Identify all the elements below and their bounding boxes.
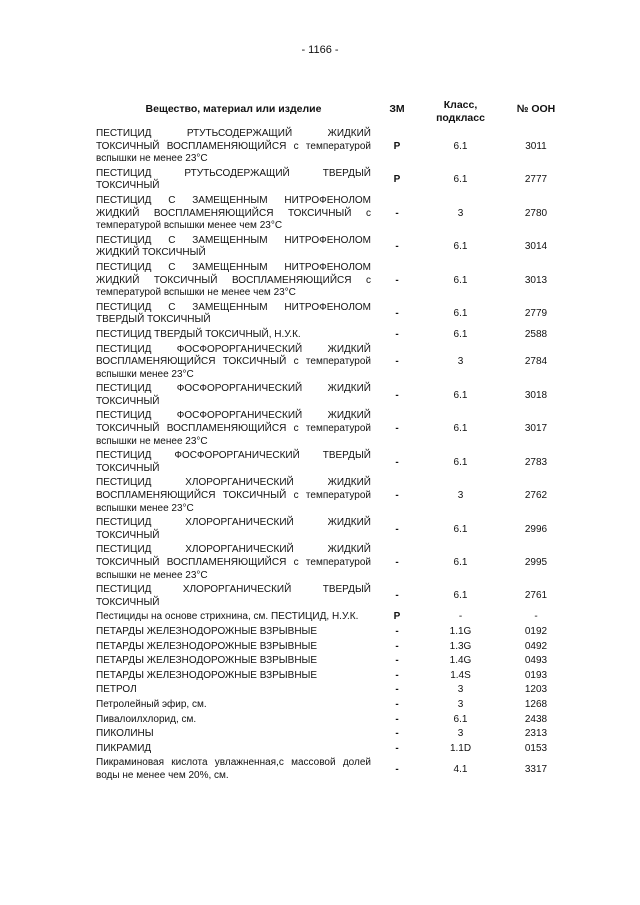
table-row [96, 262, 574, 302]
zm-cell: - [395, 557, 399, 568]
un-number-cell: 2761 [524, 590, 548, 602]
substance-cell: ПИКОЛИНЫ [96, 728, 154, 740]
zm-cell: - [395, 742, 399, 754]
substance-cell: ПЕСТИЦИД С ЗАМЕЩЕННЫМ НИТРОФЕНОЛОМ ЖИДКИЙ ВОСПЛАМЕНЯЮЩИЙСЯ ТОКСИЧНЫЙ с температурой вспышки менее чем 23°С [96, 194, 371, 232]
table-row [96, 584, 574, 611]
class-cell: 3 [457, 490, 464, 502]
substance-cell: ПЕТАРДЫ ЖЕЛЕЗНОДОРОЖНЫЕ ВЗРЫВНЫЕ [96, 655, 318, 667]
class-cell: 3 [457, 207, 464, 219]
table-row [96, 517, 574, 544]
substance-cell: ПЕСТИЦИД ФОСФОРОРГАНИЧЕСКИЙ ЖИДКИЙ ТОКСИЧНЫЙ [96, 383, 371, 407]
class-cell: 6.1 [453, 241, 468, 253]
zm-cell: - [395, 241, 399, 253]
zm-cell: - [395, 389, 399, 401]
substance-cell: ПЕТРОЛ [96, 684, 137, 696]
zm-cell: - [395, 308, 399, 320]
substance-cell: ПЕСТИЦИД ХЛОРОРГАНИЧЕСКИЙ ЖИДКИЙ ТОКСИЧНЫЙ ВОСПЛАМЕНЯЮЩИЙСЯ с температурой вспышки не менее 23°С [96, 544, 371, 581]
table-row [96, 235, 574, 262]
zm-cell: P [393, 140, 401, 152]
table-row [96, 410, 574, 450]
table-row [96, 477, 574, 517]
un-number-cell: 3013 [524, 274, 548, 286]
table-row [96, 195, 574, 235]
class-cell: 1.1D [449, 742, 472, 754]
zm-cell: - [395, 423, 399, 435]
substance-cell: Петролейный эфир, см. [96, 698, 207, 710]
table-row [96, 655, 574, 670]
class-cell: 3 [457, 356, 464, 368]
class-cell: 6.1 [453, 389, 468, 401]
un-number-cell: 2779 [524, 308, 548, 320]
class-cell: 3 [457, 728, 464, 740]
class-cell: 3 [457, 698, 464, 710]
substance-cell: ПЕТАРДЫ ЖЕЛЕЗНОДОРОЖНЫЕ ВЗРЫВНЫЕ [96, 625, 318, 637]
table-row [96, 626, 574, 641]
un-number-cell: 2784 [524, 356, 548, 368]
un-number-cell: 3018 [524, 389, 548, 401]
table-row [96, 757, 574, 784]
table-row [96, 611, 574, 626]
page-number: - 1166 - [301, 44, 339, 56]
substance-cell: Пивалоилхлорид, см. [96, 713, 197, 725]
table-row [96, 728, 574, 743]
zm-cell: - [395, 356, 399, 368]
substance-cell: ПЕСТИЦИД С ЗАМЕЩЕННЫМ НИТРОФЕНОЛОМ ЖИДКИЙ ТОКСИЧНЫЙ ВОСПЛАМЕНЯЮЩИЙСЯ с температурой вспышки не менее чем 23°С [96, 261, 371, 299]
class-cell: 6.1 [453, 456, 468, 468]
substance-cell: ПЕСТИЦИД С ЗАМЕЩЕННЫМ НИТРОФЕНОЛОМ ТВЕРДЫЙ ТОКСИЧНЫЙ [96, 301, 371, 326]
zm-cell: - [395, 640, 399, 652]
zm-cell: - [395, 625, 399, 637]
un-number-cell: 0193 [524, 669, 548, 681]
un-number-cell: 2762 [524, 490, 548, 502]
zm-cell: - [395, 728, 399, 740]
un-number-cell: 2996 [524, 523, 548, 535]
class-cell: 6.1 [453, 590, 468, 602]
table-row [96, 714, 574, 729]
class-cell: 6.1 [453, 140, 468, 152]
substance-cell: ПЕСТИЦИД ХЛОРОРГАНИЧЕСКИЙ ТВЕРДЫЙ ТОКСИЧНЫЙ [96, 584, 371, 608]
zm-cell: - [395, 207, 399, 219]
substance-cell: ПЕСТИЦИД С ЗАМЕЩЕННЫМ НИТРОФЕНОЛОМ ЖИДКИЙ ТОКСИЧНЫЙ [96, 234, 371, 259]
substance-cell: Пестициды на основе стрихнина, см. ПЕСТИЦИД, Н.У.К. [96, 611, 359, 623]
table-row [96, 743, 574, 758]
table-row [96, 544, 574, 584]
un-number-cell: 2588 [524, 328, 548, 340]
table-row [96, 344, 574, 384]
zm-cell: P [393, 611, 401, 623]
substance-cell: ПЕСТИЦИД ХЛОРОРГАНИЧЕСКИЙ ЖИДКИЙ ВОСПЛАМЕНЯЮЩИЙСЯ ТОКСИЧНЫЙ с температурой вспышки менее 23°С [96, 477, 371, 514]
substance-cell: ПЕСТИЦИД ФОСФОРОРГАНИЧЕСКИЙ ЖИДКИЙ ВОСПЛАМЕНЯЮЩИЙСЯ ТОКСИЧНЫЙ с температурой вспышки менее 23°С [96, 343, 371, 380]
un-number-cell: 2313 [524, 728, 548, 740]
un-number-cell: 2777 [524, 174, 548, 186]
zm-cell: - [395, 763, 399, 775]
un-number-cell: 1203 [524, 684, 548, 696]
un-number-cell: 3011 [525, 140, 547, 152]
table-row [96, 641, 574, 656]
class-cell: 1.4G [449, 655, 472, 667]
table-row [96, 168, 574, 195]
header-class: Класс, подкласс [436, 99, 485, 124]
table-row [96, 383, 574, 410]
class-cell: 3 [457, 684, 464, 696]
un-number-cell: 2783 [524, 456, 548, 468]
un-number-cell: 0192 [524, 625, 548, 637]
un-number-cell: 0153 [524, 742, 548, 754]
table-row [96, 128, 574, 168]
substance-cell: ПЕСТИЦИД ТВЕРДЫЙ ТОКСИЧНЫЙ, Н.У.К. [96, 328, 301, 340]
un-number-cell: - [534, 611, 538, 623]
table-body [96, 128, 574, 785]
un-number-cell: 3014 [524, 241, 548, 253]
zm-cell: - [395, 655, 399, 667]
substance-cell: ПИКРАМИД [96, 742, 152, 754]
class-cell: - [458, 611, 463, 623]
un-number-cell: 0493 [524, 655, 548, 667]
zm-cell: - [395, 590, 399, 602]
substance-cell: ПЕСТИЦИД РТУТЬСОДЕРЖАЩИЙ ТВЕРДЫЙ ТОКСИЧНЫЙ [96, 167, 371, 192]
zm-cell: P [393, 174, 401, 186]
un-number-cell: 2995 [524, 557, 548, 568]
header-un-number: № ООН [516, 103, 556, 115]
header-substance: Вещество, материал или изделие [145, 103, 322, 115]
zm-cell: - [395, 523, 399, 535]
zm-cell: - [395, 713, 399, 725]
class-cell: 6.1 [453, 423, 468, 435]
table-row [96, 329, 574, 344]
class-cell: 6.1 [453, 523, 468, 535]
un-number-cell: 2438 [524, 713, 548, 725]
table-row [96, 670, 574, 685]
zm-cell: - [395, 456, 399, 468]
un-number-cell: 1268 [524, 698, 548, 710]
header-zm: ЗМ [389, 103, 405, 115]
class-cell: 6.1 [453, 174, 468, 186]
class-cell: 6.1 [453, 713, 468, 725]
table-row [96, 699, 574, 714]
class-cell: 6.1 [453, 557, 468, 568]
substance-cell: ПЕСТИЦИД ХЛОРОРГАНИЧЕСКИЙ ЖИДКИЙ ТОКСИЧНЫЙ [96, 517, 371, 541]
class-cell: 6.1 [453, 328, 468, 340]
zm-cell: - [395, 684, 399, 696]
table-header-row [96, 86, 574, 128]
class-cell: 6.1 [453, 274, 468, 286]
substance-cell: ПЕСТИЦИД ФОСФОРОРГАНИЧЕСКИЙ ТВЕРДЫЙ ТОКСИЧНЫЙ [96, 450, 371, 474]
dangerous-goods-table [96, 86, 574, 785]
class-cell: 4.1 [453, 763, 468, 775]
class-cell: 1.3G [449, 640, 472, 652]
zm-cell: - [395, 328, 399, 340]
un-number-cell: 0492 [524, 640, 548, 652]
zm-cell: - [395, 274, 399, 286]
table-row [96, 684, 574, 699]
substance-cell: ПЕТАРДЫ ЖЕЛЕЗНОДОРОЖНЫЕ ВЗРЫВНЫЕ [96, 640, 318, 652]
substance-cell: Пикраминовая кислота увлажненная,с массовой долей воды не менее чем 20%, см. [96, 757, 371, 781]
un-number-cell: 2780 [524, 207, 548, 219]
zm-cell: - [395, 669, 399, 681]
zm-cell: - [395, 490, 399, 502]
substance-cell: ПЕТАРДЫ ЖЕЛЕЗНОДОРОЖНЫЕ ВЗРЫВНЫЕ [96, 669, 318, 681]
zm-cell: - [395, 698, 399, 710]
substance-cell: ПЕСТИЦИД РТУТЬСОДЕРЖАЩИЙ ЖИДКИЙ ТОКСИЧНЫЙ ВОСПЛАМЕНЯЮЩИЙСЯ с температурой вспышки не менее 23°С [96, 128, 371, 165]
class-cell: 1.1G [449, 625, 472, 637]
table-row [96, 450, 574, 477]
un-number-cell: 3017 [524, 423, 548, 435]
class-cell: 1.4S [450, 669, 471, 681]
substance-cell: ПЕСТИЦИД ФОСФОРОРГАНИЧЕСКИЙ ЖИДКИЙ ТОКСИЧНЫЙ ВОСПЛАМЕНЯЮЩИЙСЯ с температурой вспышки не менее 23°С [96, 410, 371, 447]
table-row [96, 302, 574, 329]
un-number-cell: 3317 [524, 763, 548, 775]
class-cell: 6.1 [453, 308, 468, 320]
